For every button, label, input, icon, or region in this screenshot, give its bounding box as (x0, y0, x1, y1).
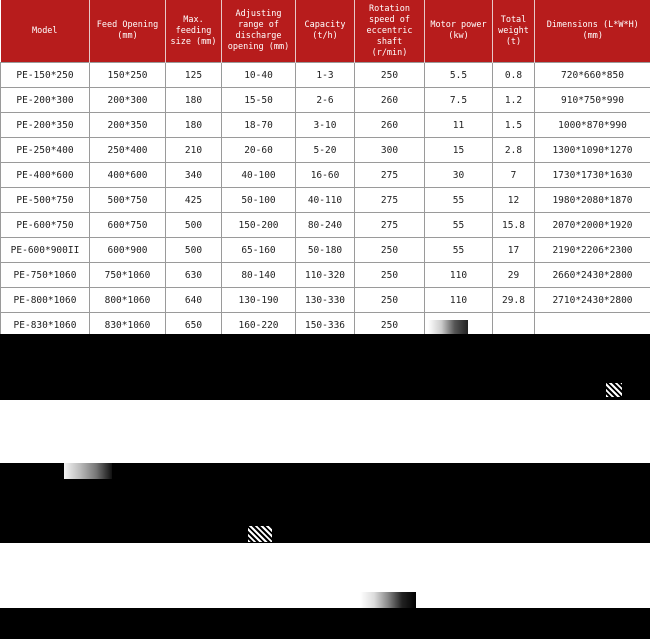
table-cell: 15 (425, 138, 493, 163)
table-cell: 830*1060 (90, 313, 166, 338)
table-row (1, 138, 650, 163)
table-cell: 500 (166, 213, 222, 238)
table-body (1, 63, 650, 338)
table-cell: 40-100 (222, 163, 296, 188)
table-cell: 110 (425, 288, 493, 313)
table-cell: 1730*1730*1630 (535, 163, 650, 188)
noise-artifact (428, 320, 468, 334)
model-cell: PE-800*1060 (1, 288, 90, 313)
table-cell: 2190*2206*2300 (535, 238, 650, 263)
table-cell: 1-3 (296, 63, 355, 88)
table-cell: 500 (166, 238, 222, 263)
column-header: Total weight (t) (493, 0, 535, 63)
table-cell: 29 (493, 263, 535, 288)
table-cell: 130-190 (222, 288, 296, 313)
table-row (1, 238, 650, 263)
column-header: Motor power (kw) (425, 0, 493, 63)
table-cell: 80-240 (296, 213, 355, 238)
table-cell: 55 (425, 238, 493, 263)
table-cell: 2070*2000*1920 (535, 213, 650, 238)
table-cell: 55 (425, 188, 493, 213)
table-cell: 200*300 (90, 88, 166, 113)
table-row (1, 163, 650, 188)
table-cell: 1000*870*990 (535, 113, 650, 138)
column-header: Feed Opening (mm) (90, 0, 166, 63)
table-cell: 160-220 (222, 313, 296, 338)
column-header: Max. feeding size (mm) (166, 0, 222, 63)
table-cell: 340 (166, 163, 222, 188)
model-cell: PE-200*300 (1, 88, 90, 113)
table-row (1, 88, 650, 113)
noise-artifact (360, 592, 416, 608)
table-cell: 250 (355, 313, 425, 338)
table-cell: 7.5 (425, 88, 493, 113)
noise-artifact (606, 383, 622, 397)
table-cell: 12 (493, 188, 535, 213)
table-cell: 150*250 (90, 63, 166, 88)
table-cell: 800*1060 (90, 288, 166, 313)
table-cell: 640 (166, 288, 222, 313)
table-cell: 180 (166, 88, 222, 113)
table-cell: 150-200 (222, 213, 296, 238)
column-header: Adjusting range of discharge opening (mm) (222, 0, 296, 63)
header-row (1, 0, 650, 63)
table-row (1, 263, 650, 288)
table-cell: 250*400 (90, 138, 166, 163)
table-cell: 425 (166, 188, 222, 213)
table-cell: 630 (166, 263, 222, 288)
table-cell: 600*750 (90, 213, 166, 238)
table-cell: 17 (493, 238, 535, 263)
column-header: Capacity (t/h) (296, 0, 355, 63)
table-cell: 180 (166, 113, 222, 138)
table-cell: 275 (355, 163, 425, 188)
model-cell: PE-150*250 (1, 63, 90, 88)
table-cell: 300 (355, 138, 425, 163)
table-cell: 15-50 (222, 88, 296, 113)
model-cell: PE-600*900II (1, 238, 90, 263)
table-cell: 29.8 (493, 288, 535, 313)
table-cell: 110-320 (296, 263, 355, 288)
table-cell: 65-160 (222, 238, 296, 263)
table-cell: 200*350 (90, 113, 166, 138)
table-cell: 150-336 (296, 313, 355, 338)
table-row (1, 113, 650, 138)
table-cell: 910*750*990 (535, 88, 650, 113)
table-row (1, 188, 650, 213)
table-cell: 20-60 (222, 138, 296, 163)
table-cell: 250 (355, 238, 425, 263)
table-cell: 500*750 (90, 188, 166, 213)
table-cell: 125 (166, 63, 222, 88)
table-cell: 650 (166, 313, 222, 338)
table-cell: 11 (425, 113, 493, 138)
table-cell: 110 (425, 263, 493, 288)
occlusion-band (0, 608, 650, 639)
table-cell: 15.8 (493, 213, 535, 238)
model-cell: PE-400*600 (1, 163, 90, 188)
table-cell: 720*660*850 (535, 63, 650, 88)
table-cell: 2660*2430*2800 (535, 263, 650, 288)
table-cell: 260 (355, 88, 425, 113)
table-cell: 80-140 (222, 263, 296, 288)
model-cell: PE-500*750 (1, 188, 90, 213)
table-cell: 2.8 (493, 138, 535, 163)
table-cell: 7 (493, 163, 535, 188)
table-cell: 3-10 (296, 113, 355, 138)
table-cell: 2-6 (296, 88, 355, 113)
model-cell: PE-200*350 (1, 113, 90, 138)
column-header: Model (1, 0, 90, 63)
table-row (1, 288, 650, 313)
model-cell: PE-600*750 (1, 213, 90, 238)
table-cell: 0.8 (493, 63, 535, 88)
table-cell: 2710*2430*2800 (535, 288, 650, 313)
noise-artifact (248, 526, 272, 542)
table-cell: 50-180 (296, 238, 355, 263)
table-cell: 55 (425, 213, 493, 238)
table-cell: 1.5 (493, 113, 535, 138)
table-cell: 400*600 (90, 163, 166, 188)
table-cell: 600*900 (90, 238, 166, 263)
table-cell: 16-60 (296, 163, 355, 188)
table-cell: 250 (355, 63, 425, 88)
table-cell: 210 (166, 138, 222, 163)
table-cell: 250 (355, 263, 425, 288)
table-cell: 40-110 (296, 188, 355, 213)
table-cell: 250 (355, 288, 425, 313)
model-cell: PE-750*1060 (1, 263, 90, 288)
table-cell: 1980*2080*1870 (535, 188, 650, 213)
table-cell: 275 (355, 188, 425, 213)
table-cell: 10-40 (222, 63, 296, 88)
table-cell: 260 (355, 113, 425, 138)
table-cell: 750*1060 (90, 263, 166, 288)
table-cell: 1.2 (493, 88, 535, 113)
model-cell: PE-830*1060 (1, 313, 90, 338)
table-row (1, 63, 650, 88)
table-cell: 18-70 (222, 113, 296, 138)
column-header: Dimensions (L*W*H) (mm) (535, 0, 650, 63)
table-cell: 275 (355, 213, 425, 238)
model-cell: PE-250*400 (1, 138, 90, 163)
table-cell: 5.5 (425, 63, 493, 88)
table-cell: 130-330 (296, 288, 355, 313)
noise-artifact (64, 463, 112, 479)
table-row (1, 213, 650, 238)
column-header: Rotation speed of eccentric shaft (r/min) (355, 0, 425, 63)
table-cell: 50-100 (222, 188, 296, 213)
table-cell: 1300*1090*1270 (535, 138, 650, 163)
table-cell: 30 (425, 163, 493, 188)
occlusion-band (0, 334, 650, 400)
table-cell: 5-20 (296, 138, 355, 163)
